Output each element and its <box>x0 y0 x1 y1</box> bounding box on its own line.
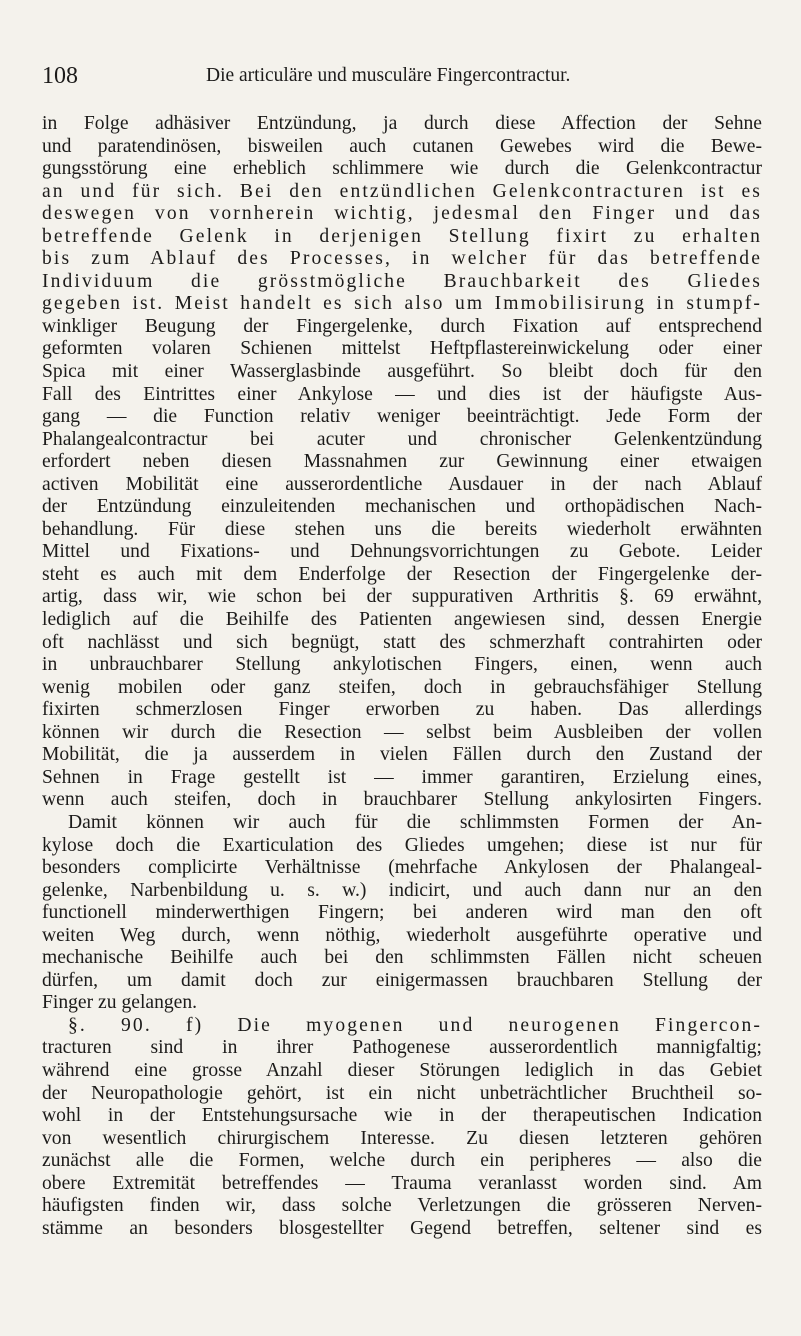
text-line: steht es auch mit dem Enderfolge der Resection der Fingergelenke der- <box>42 563 762 585</box>
text-line: Sehnen in Frage gestellt ist — immer garantiren, Erzielung eines, <box>42 766 762 788</box>
text-line: tracturen sind in ihrer Pathogenese ausserordentlich mannigfaltig; <box>42 1037 762 1059</box>
text-line: Mittel und Fixations- und Dehnungsvorrichtungen zu Gebote. Leider <box>42 541 762 563</box>
text-line: Spica mit einer Wasserglasbinde ausgeführt. So bleibt doch für den <box>42 361 762 383</box>
text-line: Individuum die grösstmögliche Brauchbarkeit des Gliedes <box>42 270 762 292</box>
text-line: in Folge adhäsiver Entzündung, ja durch diese Affection der Sehne <box>42 113 762 134</box>
text-line: der Neuropathologie gehört, ist ein nicht unbeträchtlicher Bruchtheil so- <box>42 1082 762 1104</box>
text-line: Phalangealcontractur bei acuter und chronischer Gelenkentzündung <box>42 428 762 450</box>
text-line: von wesentlich chirurgischem Interesse. Zu diesen letzteren gehören <box>42 1127 762 1149</box>
text-line: kylose doch die Exarticulation des Gliedes umgehen; diese ist nur für <box>42 834 762 856</box>
text-line: lediglich auf die Beihilfe des Patienten angewiesen sind, dessen Energie <box>42 609 762 631</box>
text-line: in unbrauchbarer Stellung ankylotischen Fingers, einen, wenn auch <box>42 654 762 676</box>
body-text <box>42 113 762 1240</box>
text-line: gang — die Function relativ weniger beeinträchtigt. Jede Form der <box>42 406 762 428</box>
text-line: Mobilität, die ja ausserdem in vielen Fällen durch den Zustand der <box>42 744 762 766</box>
text-line: Damit können wir auch für die schlimmsten Formen der An- <box>68 811 762 833</box>
text-line: obere Extremität betreffendes — Trauma veranlasst worden sind. Am <box>42 1172 762 1194</box>
text-line: während eine grosse Anzahl dieser Störungen lediglich in das Gebiet <box>42 1059 762 1081</box>
text-line: wohl in der Entstehungsursache wie in der therapeutischen Indication <box>42 1105 762 1127</box>
text-line: stämme an besonders blosgestellter Gegend betreffen, seltener sind es <box>42 1217 762 1239</box>
text-line: wenig mobilen oder ganz steifen, doch in gebrauchsfähiger Stellung <box>42 676 762 698</box>
text-line: besonders complicirte Verhältnisse (mehrfache Ankylosen der Phalangeal- <box>42 857 762 879</box>
text-line: weiten Weg durch, wenn nöthig, wiederholt ausgeführte operative und <box>42 924 762 946</box>
text-line: winkliger Beugung der Fingergelenke, durch Fixation auf entsprechend <box>42 315 762 337</box>
page-number: 108 <box>42 63 78 89</box>
text-line: an und für sich. Bei den entzündlichen Gelenkcontracturen ist es <box>42 180 762 202</box>
text-line: der Entzündung einzuleitenden mechanischen und orthopädischen Nach- <box>42 496 762 518</box>
text-line: mechanische Beihilfe auch bei den schlimmsten Fällen nicht scheuen <box>42 947 762 969</box>
text-line: deswegen von vornherein wichtig, jedesmal den Finger und das <box>42 203 762 225</box>
text-line: wenn auch steifen, doch in brauchbarer Stellung ankylosirten Fingers. <box>42 789 762 811</box>
text-line: activen Mobilität eine ausserordentliche Ausdauer in der nach Ablauf <box>42 473 762 495</box>
text-line: häufigsten finden wir, dass solche Verletzungen die grösseren Nerven- <box>42 1195 762 1217</box>
text-line: functionell minderwerthigen Fingern; bei anderen wird man den oft <box>42 902 762 924</box>
running-header <box>42 62 762 90</box>
text-line: gelenke, Narbenbildung u. s. w.) indicirt, und auch dann nur an den <box>42 879 762 901</box>
text-line: dürfen, um damit doch zur einigermassen brauchbaren Stellung der <box>42 969 762 991</box>
text-line: behandlung. Für diese stehen uns die bereits wiederholt erwähnten <box>42 518 762 540</box>
text-line: betreffende Gelenk in derjenigen Stellung fixirt zu erhalten <box>42 225 762 247</box>
text-line: artig, dass wir, wie schon bei der suppurativen Arthritis §. 69 erwähnt, <box>42 586 762 608</box>
text-line: gungsstörung eine erheblich schlimmere wie durch die Gelenkcontractur <box>42 158 762 180</box>
text-line: Finger zu gelangen. <box>42 992 198 1014</box>
running-title: Die articuläre und musculäre Fingercontractur. <box>206 65 571 86</box>
text-line: zunächst alle die Formen, welche durch ein peripheres — also die <box>42 1150 762 1172</box>
text-line: und paratendinösen, bisweilen auch cutanen Gewebes wird die Bewe- <box>42 135 762 157</box>
text-line: können wir durch die Resection — selbst beim Ausbleiben der vollen <box>42 721 762 743</box>
text-line: geformten volaren Schienen mittelst Heftpflastereinwickelung oder einer <box>42 338 762 360</box>
text-line: fixirten schmerzlosen Finger erworben zu haben. Das allerdings <box>42 699 762 721</box>
text-line: oft nachlässt und sich begnügt, statt des schmerzhaft contrahirten oder <box>42 631 762 653</box>
text-line: Fall des Eintrittes einer Ankylose — und dies ist der häufigste Aus- <box>42 383 762 405</box>
text-line: erfordert neben diesen Massnahmen zur Gewinnung einer etwaigen <box>42 451 762 473</box>
text-line: gegeben ist. Meist handelt es sich also um Immobilisirung in stumpf- <box>42 293 762 315</box>
text-line: §. 90. f) Die myogenen und neurogenen Fingercon- <box>68 1014 762 1036</box>
text-line: bis zum Ablauf des Processes, in welcher für das betreffende <box>42 248 762 270</box>
